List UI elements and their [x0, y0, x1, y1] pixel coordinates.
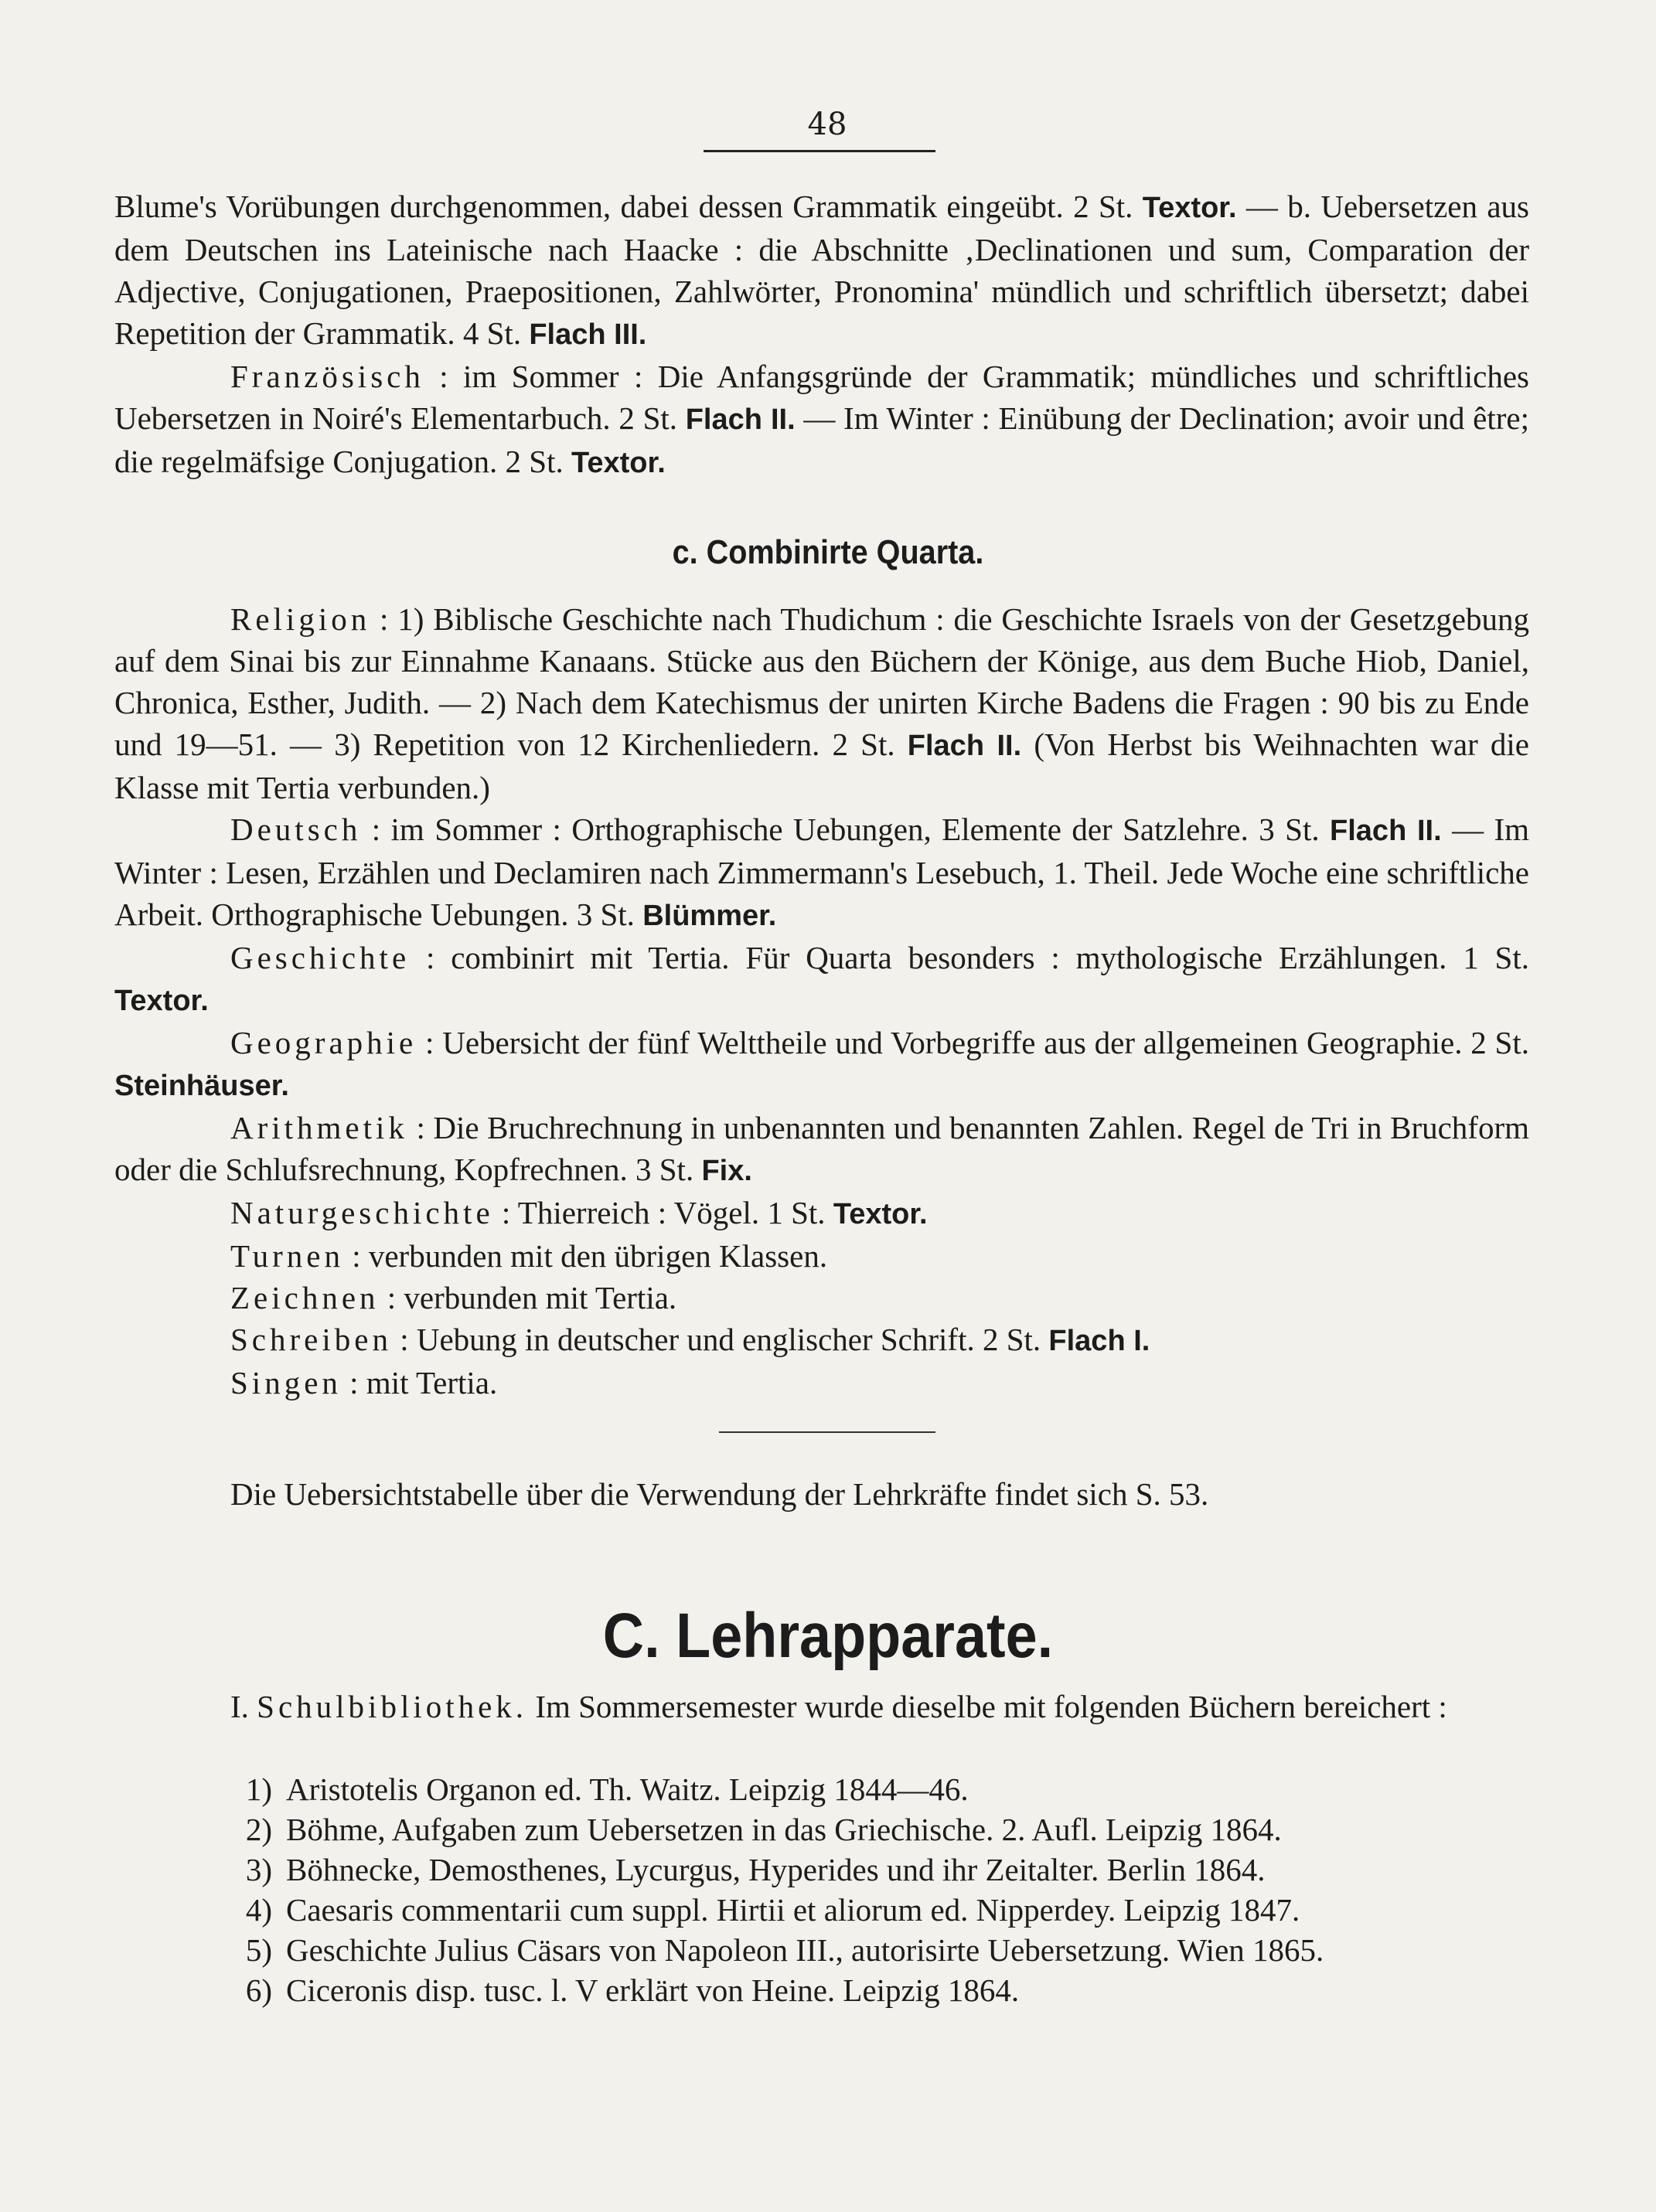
- list-item-text: Aristotelis Organon ed. Th. Waitz. Leipzig 1844—46.: [286, 1771, 969, 1807]
- list-item-text: Böhnecke, Demosthenes, Lycurgus, Hyperides und ihr Zeitalter. Berlin 1864.: [286, 1852, 1266, 1887]
- page-number-rule: [704, 150, 935, 152]
- subject-label: Singen: [230, 1365, 342, 1400]
- teacher-name: Flach III.: [529, 318, 647, 351]
- teacher-name: Steinhäuser.: [114, 1070, 289, 1102]
- paragraph-deutsch: Deutsch : im Sommer : Orthographische Uebungen, Elemente der Satzlehre. 3 St. Flach II. — Im Winter : Lesen, Erzählen und Declamiren nach Zimmermann's Lesebuch, 1. Theil. Jede Woche eine schriftliche Arbeit. Orthographische Uebungen. 3 St. Blümmer.: [114, 812, 1530, 932]
- list-item-number: 5): [245, 1932, 272, 1968]
- section-divider: [719, 1431, 935, 1433]
- list-item-number: 2): [245, 1812, 272, 1847]
- subject-label: Naturgeschichte: [230, 1195, 494, 1230]
- teacher-name: Textor.: [833, 1198, 928, 1230]
- paragraph-latin-continued: Blume's Vorübungen durchgenommen, dabei dessen Grammatik eingeübt. 2 St. Textor. — b. Uebersetzen aus dem Deutschen ins Lateinische nach Haacke : die Abschnitte ‚Declinationen und sum, Comparation der Adjective, Conjugationen, Praepositionen, Zahlwörter, Pronomina' mündlich und schriftlich übersetzt; dabei Repetition der Grammatik. 4 St. Flach III.: [114, 189, 1529, 351]
- page-number: 48: [807, 107, 847, 142]
- paragraph-geschichte: Geschichte : combinirt mit Tertia. Für Quarta besonders : mythologische Erzählungen. 1 St. Textor.: [114, 940, 1529, 1017]
- list-item: [114, 1930, 1529, 1970]
- paragraph-schreiben: Schreiben : Uebung in deutscher und englischer Schrift. 2 St. Flach I.: [230, 1322, 1150, 1357]
- list-item: [114, 1809, 1529, 1850]
- paragraph-franzoesisch: Französisch : im Sommer : Die Anfangsgründe der Grammatik; mündliches und schriftliches Uebersetzen in Noiré's Elementarbuch. 2 St. Flach II. — Im Winter : Einübung der Declination; avoir und être; die regelmäfsige Conjugation. 2 St. Textor.: [114, 359, 1530, 479]
- text-block-quarta: [114, 598, 1529, 1404]
- list-item: [114, 1970, 1529, 2010]
- subject-label: Religion: [230, 601, 371, 637]
- subject-label: Schreiben: [230, 1322, 392, 1357]
- subject-label: Französisch: [230, 359, 424, 394]
- subject-label: Arithmetik: [230, 1110, 408, 1145]
- list-item: [114, 1850, 1529, 1890]
- list-item-text: Böhme, Aufgaben zum Uebersetzen in das Griechische. 2. Aufl. Leipzig 1864.: [286, 1812, 1282, 1847]
- teacher-name: Flach II.: [907, 730, 1022, 762]
- subject-label: Turnen: [230, 1238, 344, 1274]
- teacher-name: Fix.: [701, 1155, 752, 1187]
- paragraph-uebersichtstabelle: Die Uebersichtstabelle über die Verwendung der Lehrkräfte findet sich S. 53.: [230, 1476, 1209, 1512]
- subject-label: Zeichnen: [230, 1280, 380, 1315]
- list-item-text: Ciceronis disp. tusc. l. V erklärt von Heine. Leipzig 1864.: [286, 1972, 1020, 2008]
- paragraph-schulbibliothek: I. Schulbibliothek. Im Sommersemester wurde dieselbe mit folgenden Büchern bereichert :: [230, 1689, 1447, 1724]
- list-item-number: 6): [245, 1972, 272, 2008]
- paragraph-singen: Singen : mit Tertia.: [230, 1365, 498, 1400]
- list-item-number: 1): [245, 1771, 272, 1807]
- subject-label: Geographie: [230, 1025, 417, 1060]
- text-block-schulbibliothek: [114, 1686, 1529, 1727]
- teacher-name: Textor.: [1142, 192, 1237, 224]
- list-item-text: Caesaris commentarii cum suppl. Hirtii et aliorum ed. Nipperdey. Leipzig 1847.: [286, 1892, 1300, 1928]
- paragraph-zeichnen: Zeichnen : verbunden mit Tertia.: [230, 1280, 677, 1315]
- text-block-top: [114, 185, 1529, 484]
- text-block-note: [114, 1473, 1529, 1515]
- list-item-number: 4): [245, 1892, 272, 1928]
- teacher-name: Textor.: [571, 447, 666, 479]
- teacher-name: Flach I.: [1048, 1325, 1150, 1357]
- section-heading-lehrapparate: C. Lehrapparate.: [602, 1601, 1054, 1671]
- list-item: [114, 1769, 1529, 1809]
- list-item: [114, 1890, 1529, 1930]
- list-item-number: 3): [245, 1852, 272, 1887]
- paragraph-naturgeschichte: Naturgeschichte : Thierreich : Vögel. 1 St. Textor.: [230, 1195, 928, 1230]
- paragraph-religion: Religion : 1) Biblische Geschichte nach Thudichum : die Geschichte Israels von der Gesetzgebung auf dem Sinai bis zur Einnahme Kanaans. Stücke aus den Büchern der Könige, aus dem Buche Hiob, Daniel, Chronica, Esther, Judith. — 2) Nach dem Katechismus der unirten Kirche Badens die Fragen : 90 bis zu Ende und 19—51. — 3) Repetition von 12 Kirchenliedern. 2 St. Flach II. (Von Herbst bis Weihnachten war die Klasse mit Tertia verbunden.): [114, 601, 1529, 805]
- section-heading-combinirte-quarta: c. Combinirte Quarta.: [672, 533, 984, 571]
- subject-label: Geschichte: [230, 940, 411, 975]
- teacher-name: Blümmer.: [642, 900, 777, 932]
- paragraph-geographie: Geographie : Uebersicht der fünf Welttheile und Vorbegriffe aus der allgemeinen Geographie. 2 St. Steinhäuser.: [114, 1025, 1529, 1102]
- subject-label: Deutsch: [230, 812, 362, 847]
- book-list: [114, 1769, 1529, 2010]
- teacher-name: Textor.: [114, 985, 209, 1017]
- teacher-name: Flach II.: [1330, 815, 1442, 847]
- paragraph-arithmetik: Arithmetik : Die Bruchrechnung in unbenannten und benannten Zahlen. Regel de Tri in Bruchform oder die Schlufsrechnung, Kopfrechnen. 3 St. Fix.: [114, 1110, 1529, 1187]
- subject-label: Schulbibliothek.: [257, 1689, 528, 1724]
- teacher-name: Flach II.: [685, 403, 796, 436]
- list-item-text: Geschichte Julius Cäsars von Napoleon III., autorisirte Uebersetzung. Wien 1865.: [286, 1932, 1324, 1968]
- paragraph-turnen: Turnen : verbunden mit den übrigen Klassen.: [230, 1238, 828, 1274]
